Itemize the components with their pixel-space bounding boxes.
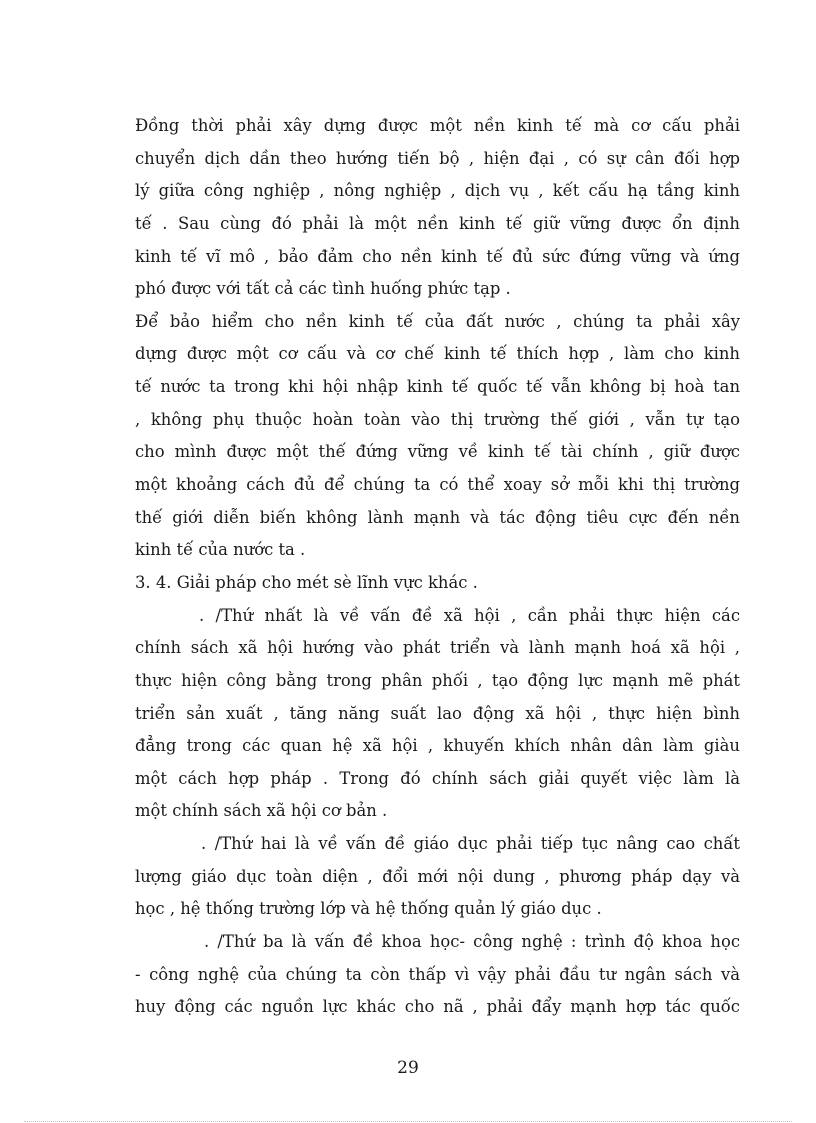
text-line: một khoảng cách đủ để chúng ta có thể xoay sở mỗi khi thị trường [135, 475, 740, 495]
section-heading: 3. 4. Giải pháp cho mét sè lĩnh vực khác . [135, 572, 478, 592]
text-line: Đồng thời phải xây dựng được một nền kinh tế mà cơ cấu phải [135, 116, 740, 135]
page-divider [24, 1121, 792, 1122]
text-line: chính sách xã hội hướng vào phát triển và lành mạnh hoá xã hội , [135, 638, 740, 658]
text-line: kinh tế vĩ mô , bảo đảm cho nền kinh tế đủ sức đứng vững và ứng [135, 246, 740, 266]
text-line: huy động các nguồn lực khác cho nã , phải đẩy mạnh hợp tác quốc [135, 997, 740, 1017]
text-line: đẳng trong các quan hệ xã hội , khuyến khích nhân dân làm giàu [135, 736, 740, 756]
text-line: dựng được một cơ cấu và cơ chế kinh tế thích hợp , làm cho kinh [135, 344, 740, 364]
text-line: thực hiện công bằng trong phân phối , tạo động lực mạnh mẽ phát [135, 670, 740, 690]
text-line: . /Thứ ba là vấn đề khoa học- công nghệ : trình độ khoa học [204, 932, 740, 952]
text-line: . /Thứ hai là về vấn đề giáo dục phải tiếp tục nâng cao chất [201, 834, 740, 854]
text-line: phó được với tất cả các tình huống phức tạp . [135, 279, 511, 299]
text-line: , không phụ thuộc hoàn toàn vào thị trường thế giới , vẫn tự tạo [135, 409, 740, 429]
text-line: cho mình được một thế đứng vững về kinh tế tài chính , giữ được [135, 442, 740, 462]
text-line: một cách hợp pháp . Trong đó chính sách giải quyết việc làm là [135, 768, 740, 788]
text-line: học , hệ thống trường lớp và hệ thống quản lý giáo dục . [135, 899, 602, 919]
body-text [135, 110, 740, 1024]
page-number: 29 [397, 1058, 419, 1078]
text-line: lượng giáo dục toàn diện , đổi mới nội dung , phương pháp dạy và [135, 866, 740, 886]
text-line: một chính sách xã hội cơ bản . [135, 801, 388, 821]
text-line: tế . Sau cùng đó phải là một nền kinh tế giữ vững được ổn định [135, 213, 740, 233]
text-line: lý giữa công nghiệp , nông nghiệp , dịch vụ , kết cấu hạ tầng kinh [135, 181, 740, 201]
text-line: chuyển dịch dần theo hướng tiến bộ , hiện đại , có sự cân đối hợp [135, 148, 740, 168]
text-line: kinh tế của nước ta . [135, 540, 306, 560]
text-line: - công nghệ của chúng ta còn thấp vì vậy phải đầu tư ngân sách và [135, 964, 740, 984]
text-line: . /Thứ nhất là về vấn đề xã hội , cần phải thực hiện các [199, 605, 740, 625]
text-line: thế giới diễn biến không lành mạnh và tác động tiêu cực đến nền [135, 507, 740, 527]
text-line: Để bảo hiểm cho nền kinh tế của đất nước , chúng ta phải xây [135, 311, 740, 331]
text-line: tế nước ta trong khi hội nhập kinh tế quốc tế vẫn không bị hoà tan [135, 377, 740, 397]
text-line: triển sản xuất , tăng năng suất lao động xã hội , thực hiện bình [135, 703, 740, 723]
